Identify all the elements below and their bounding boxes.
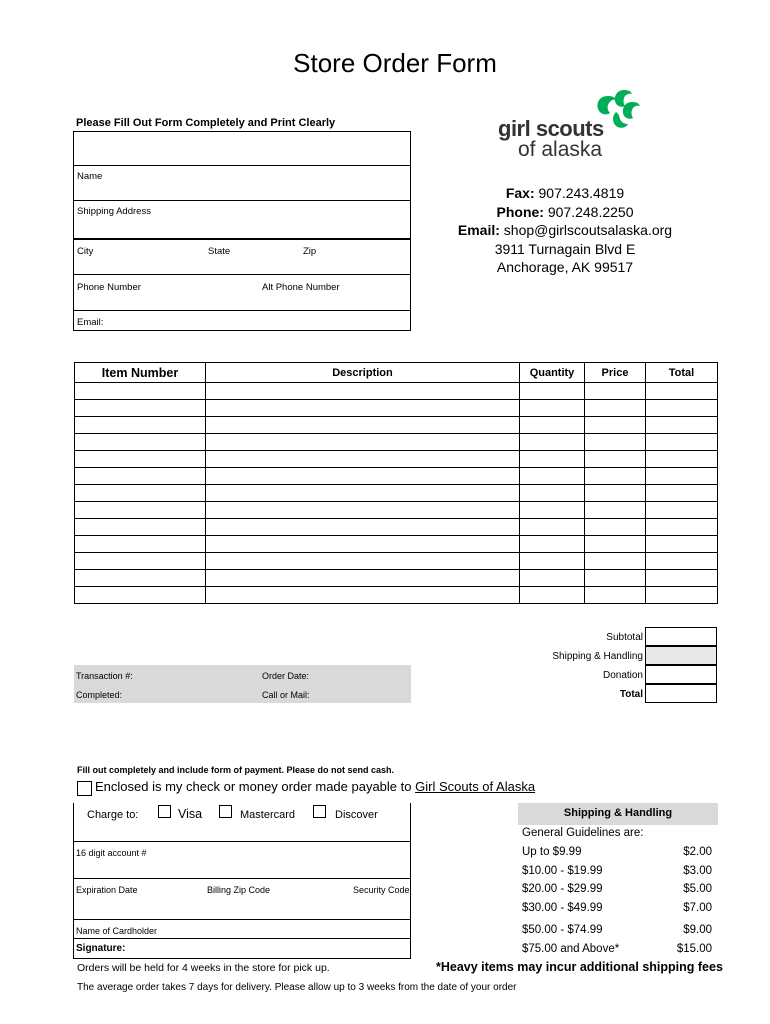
quantity-cell[interactable] [520, 553, 585, 570]
expiration-label: Expiration Date [76, 885, 138, 895]
quantity-cell[interactable] [520, 587, 585, 604]
contact-info [440, 184, 690, 277]
shipping-range: $30.00 - $49.99 [522, 902, 603, 914]
signature-label: Signature: [76, 943, 126, 954]
table-row [75, 502, 718, 519]
price-cell[interactable] [585, 536, 646, 553]
logo-text-secondary: of alaska [518, 138, 603, 161]
shipping-title: Shipping & Handling [563, 807, 673, 819]
shipping-label: Shipping & Handling [552, 651, 643, 662]
items-table [74, 362, 718, 604]
completed-label: Completed: [76, 690, 123, 700]
shipping-fee: $5.00 [683, 883, 712, 895]
shipping-range: $10.00 - $19.99 [522, 865, 603, 877]
price-cell[interactable] [585, 434, 646, 451]
price-cell[interactable] [585, 519, 646, 536]
form-instructions: Please Fill Out Form Completely and Print Clearly [76, 117, 336, 129]
page-title: Store Order Form [293, 48, 497, 78]
email-line: Email: shop@girlscoutsalaska.org [457, 222, 673, 238]
subtotal-label: Subtotal [606, 632, 643, 643]
description-cell[interactable] [206, 434, 520, 451]
shipping-range: $75.00 and Above* [522, 943, 620, 955]
table-row [75, 485, 718, 502]
total-cell[interactable] [646, 383, 718, 400]
shipping-range: Up to $9.99 [522, 846, 582, 858]
shipping-fee: $2.00 [683, 846, 712, 858]
phone-line: Phone: 907.248.2250 [496, 203, 634, 220]
logo-text-primary: girl scouts [498, 116, 604, 141]
table-row [75, 383, 718, 400]
discover-label: Discover [335, 809, 378, 821]
total-cell[interactable] [646, 434, 718, 451]
mastercard-label: Mastercard [240, 809, 296, 821]
item-number-cell[interactable] [75, 570, 206, 587]
table-row [75, 536, 718, 553]
table-row [75, 570, 718, 587]
description-cell[interactable] [206, 400, 520, 417]
order-date-label: Order Date: [262, 671, 310, 681]
quantity-header: Quantity [520, 363, 585, 383]
transaction-label: Transaction #: [76, 671, 133, 681]
quantity-cell[interactable] [520, 400, 585, 417]
girl-scouts-logo [498, 88, 648, 163]
name-label: Name [77, 171, 103, 182]
item-number-cell[interactable] [75, 400, 206, 417]
email-label: Email: [77, 317, 104, 328]
item-number-header: Item Number [75, 363, 206, 383]
quantity-cell[interactable] [520, 536, 585, 553]
shipping-fee: $3.00 [683, 865, 712, 877]
description-cell[interactable] [206, 553, 520, 570]
billing-zip-label: Billing Zip Code [207, 885, 271, 895]
quantity-cell[interactable] [520, 519, 585, 536]
total-header: Total [646, 363, 718, 383]
item-number-cell[interactable] [75, 587, 206, 604]
phone-label: Phone Number [77, 282, 141, 293]
item-number-cell[interactable] [75, 468, 206, 485]
total-cell[interactable] [646, 468, 718, 485]
zip-label: Zip [303, 246, 317, 257]
quantity-cell[interactable] [520, 570, 585, 587]
total-cell[interactable] [646, 400, 718, 417]
total-cell[interactable] [646, 485, 718, 502]
quantity-cell[interactable] [520, 417, 585, 434]
city-label: City [77, 246, 94, 257]
description-cell[interactable] [206, 417, 520, 434]
total-cell[interactable] [646, 536, 718, 553]
price-cell[interactable] [585, 417, 646, 434]
visa-label: Visa [178, 807, 203, 821]
address-line-1: 3911 Turnagain Blvd E [494, 240, 636, 257]
price-cell[interactable] [585, 451, 646, 468]
account-field[interactable] [73, 841, 411, 879]
total-cell[interactable] [646, 587, 718, 604]
subtotal-field[interactable] [645, 627, 717, 646]
price-cell[interactable] [585, 383, 646, 400]
check-payment-checkbox[interactable] [77, 781, 92, 796]
description-cell[interactable] [206, 468, 520, 485]
quantity-cell[interactable] [520, 451, 585, 468]
donation-field[interactable] [645, 665, 717, 684]
hold-note: Orders will be held for 4 weeks in the store for pick up. [77, 962, 330, 974]
total-cell[interactable] [646, 451, 718, 468]
shipping-fee: $9.00 [683, 924, 712, 936]
quantity-cell[interactable] [520, 468, 585, 485]
shipping-address-field[interactable] [73, 166, 411, 201]
item-number-cell[interactable] [75, 451, 206, 468]
cardholder-label: Name of Cardholder [76, 926, 158, 936]
description-cell[interactable] [206, 485, 520, 502]
item-number-cell[interactable] [75, 485, 206, 502]
payee-name: Girl Scouts of Alaska [415, 779, 536, 794]
price-cell[interactable] [585, 400, 646, 417]
item-number-cell[interactable] [75, 417, 206, 434]
shipping-address-label: Shipping Address [77, 206, 151, 217]
fax-line: Fax: 907.243.4819 [505, 185, 625, 201]
table-row [75, 451, 718, 468]
total-cell[interactable] [646, 502, 718, 519]
description-header: Description [206, 363, 520, 383]
item-number-cell[interactable] [75, 553, 206, 570]
shipping-range: $20.00 - $29.99 [522, 883, 603, 895]
state-label: State [208, 246, 231, 257]
name-field[interactable] [73, 131, 411, 166]
security-code-label: Security Code [353, 885, 410, 895]
visa-checkbox[interactable] [158, 805, 171, 818]
price-cell[interactable] [585, 553, 646, 570]
item-number-cell[interactable] [75, 536, 206, 553]
price-cell[interactable] [585, 570, 646, 587]
check-payment-text: Enclosed is my check or money order made payable to Girl Scouts of Alaska [95, 779, 536, 794]
table-row [75, 587, 718, 604]
call-or-mail-label: Call or Mail: [262, 690, 310, 700]
price-cell[interactable] [585, 587, 646, 604]
description-cell[interactable] [206, 383, 520, 400]
total-label: Total [619, 689, 643, 700]
item-number-cell[interactable] [75, 519, 206, 536]
payment-note: Fill out completely and include form of payment. Please do not send cash. [77, 765, 395, 775]
item-number-cell[interactable] [75, 502, 206, 519]
phone-field[interactable] [73, 275, 411, 311]
city-state-zip-field[interactable] [73, 239, 411, 275]
price-cell[interactable] [585, 468, 646, 485]
address-line-2: Anchorage, AK 99517 [496, 259, 634, 275]
shipping-fee: $7.00 [683, 902, 712, 914]
table-row [75, 400, 718, 417]
shipping-fee: $15.00 [676, 943, 712, 955]
donation-label: Donation [602, 670, 643, 681]
table-row [75, 553, 718, 570]
discover-checkbox[interactable] [313, 805, 326, 818]
account-label: 16 digit account # [76, 848, 147, 858]
heavy-items-note: *Heavy items may incur additional shipping fees [436, 960, 723, 974]
alt-phone-label: Alt Phone Number [262, 282, 340, 293]
total-cell[interactable] [646, 553, 718, 570]
description-cell[interactable] [206, 451, 520, 468]
description-cell[interactable] [206, 587, 520, 604]
shipping-range: $50.00 - $74.99 [522, 924, 603, 936]
total-cell[interactable] [646, 570, 718, 587]
item-number-cell[interactable] [75, 434, 206, 451]
description-cell[interactable] [206, 570, 520, 587]
table-row [75, 434, 718, 451]
table-row [75, 519, 718, 536]
quantity-cell[interactable] [520, 383, 585, 400]
price-header: Price [585, 363, 646, 383]
quantity-cell[interactable] [520, 485, 585, 502]
shipping-field[interactable] [645, 646, 717, 665]
total-cell[interactable] [646, 519, 718, 536]
total-field[interactable] [645, 684, 717, 703]
price-cell[interactable] [585, 485, 646, 502]
description-cell[interactable] [206, 519, 520, 536]
mastercard-checkbox[interactable] [219, 805, 232, 818]
delivery-note: The average order takes 7 days for delivery. Please allow up to 3 weeks from the date of your order [77, 982, 517, 993]
total-cell[interactable] [646, 417, 718, 434]
shipping-subtitle: General Guidelines are: [522, 827, 644, 839]
charge-to-label: Charge to: [87, 809, 139, 821]
description-cell[interactable] [206, 536, 520, 553]
address-line-field[interactable] [73, 201, 411, 239]
email-field[interactable] [73, 311, 411, 331]
item-number-cell[interactable] [75, 383, 206, 400]
quantity-cell[interactable] [520, 434, 585, 451]
items-header-row [75, 363, 718, 383]
quantity-cell[interactable] [520, 502, 585, 519]
card-details-field[interactable] [73, 879, 411, 919]
price-cell[interactable] [585, 502, 646, 519]
signature-field[interactable] [73, 939, 411, 959]
table-row [75, 468, 718, 485]
description-cell[interactable] [206, 502, 520, 519]
cardholder-field[interactable] [73, 919, 411, 939]
table-row [75, 417, 718, 434]
